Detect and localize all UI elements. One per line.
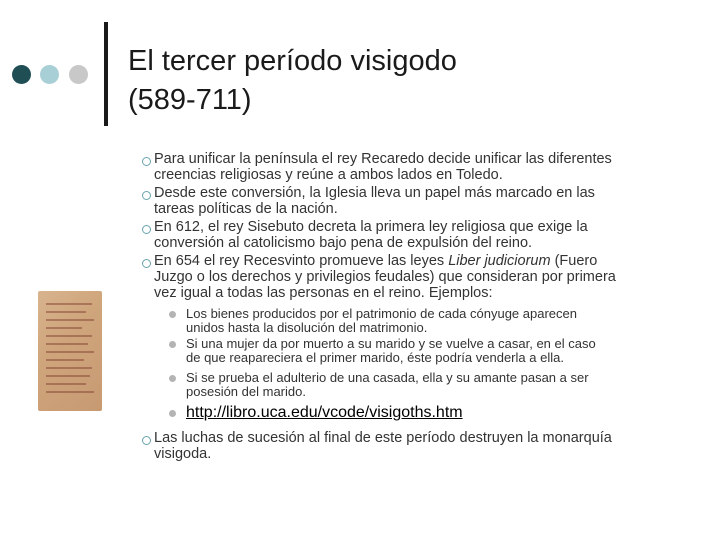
decorative-circle-light-blue xyxy=(40,65,59,84)
title-divider xyxy=(104,22,108,126)
bullet-ring-icon xyxy=(142,225,151,234)
bullet-ring-icon xyxy=(142,191,151,200)
bullet-item-4-pre: En 654 el rey Recesvinto promueve las leyes xyxy=(154,253,449,269)
bullet-ring-icon xyxy=(142,436,151,445)
bullet-dot-icon xyxy=(169,375,176,382)
decorative-circle-dark xyxy=(12,65,31,84)
sub-bullet-item-2: Si una mujer da por muerto a su marido y se vuelve a casar, en el caso de que reapareciera el primer marido, éste podría venderla a ella. xyxy=(186,336,596,365)
sub-bullet-item-3: Si se prueba el adulterio de una casada, ella y su amante pasan a ser posesión del marido. xyxy=(186,370,589,399)
title-line-1: El tercer período visigodo xyxy=(128,45,457,77)
bullet-dot-icon xyxy=(169,410,176,417)
bullet-dot-icon xyxy=(169,311,176,318)
visigoths-link[interactable]: http://libro.uca.edu/vcode/visigoths.htm xyxy=(186,404,463,421)
sub-bullet-item-1: Los bienes producidos por el patrimonio de cada cónyuge aparecen unidos hasta la disolución del matrimonio. xyxy=(186,306,577,335)
bullet-item-4-emphasis: Liber judiciorum xyxy=(448,253,551,269)
bullet-item-1: Para unificar la península el rey Recaredo decide unificar las diferentes creencias religiosas y reúne a ambos lados en Toledo. xyxy=(154,151,612,183)
bullet-item-5: Las luchas de sucesión al final de este período destruyen la monarquía visigoda. xyxy=(154,430,612,462)
bullet-item-4 xyxy=(154,253,684,301)
decorative-circle-gray xyxy=(69,65,88,84)
manuscript-image xyxy=(38,291,102,411)
bullet-item-3: En 612, el rey Sisebuto decreta la primera ley religiosa que exige la conversión al catolicismo bajo pena de expulsión del reino. xyxy=(154,219,588,251)
bullet-item-2: Desde este conversión, la Iglesia lleva un papel más marcado en las tareas políticas de la nación. xyxy=(154,185,595,217)
bullet-dot-icon xyxy=(169,341,176,348)
bullet-ring-icon xyxy=(142,157,151,166)
title-line-2: (589-711) xyxy=(128,84,252,116)
bullet-ring-icon xyxy=(142,259,151,268)
bullet-item-4-post: (Fuero Juzgo o los derechos y privilegios feudales) que consideran por primera vez igual a todas las personas en el reino. Ejemplos: xyxy=(154,253,616,301)
slide-title xyxy=(128,42,688,120)
